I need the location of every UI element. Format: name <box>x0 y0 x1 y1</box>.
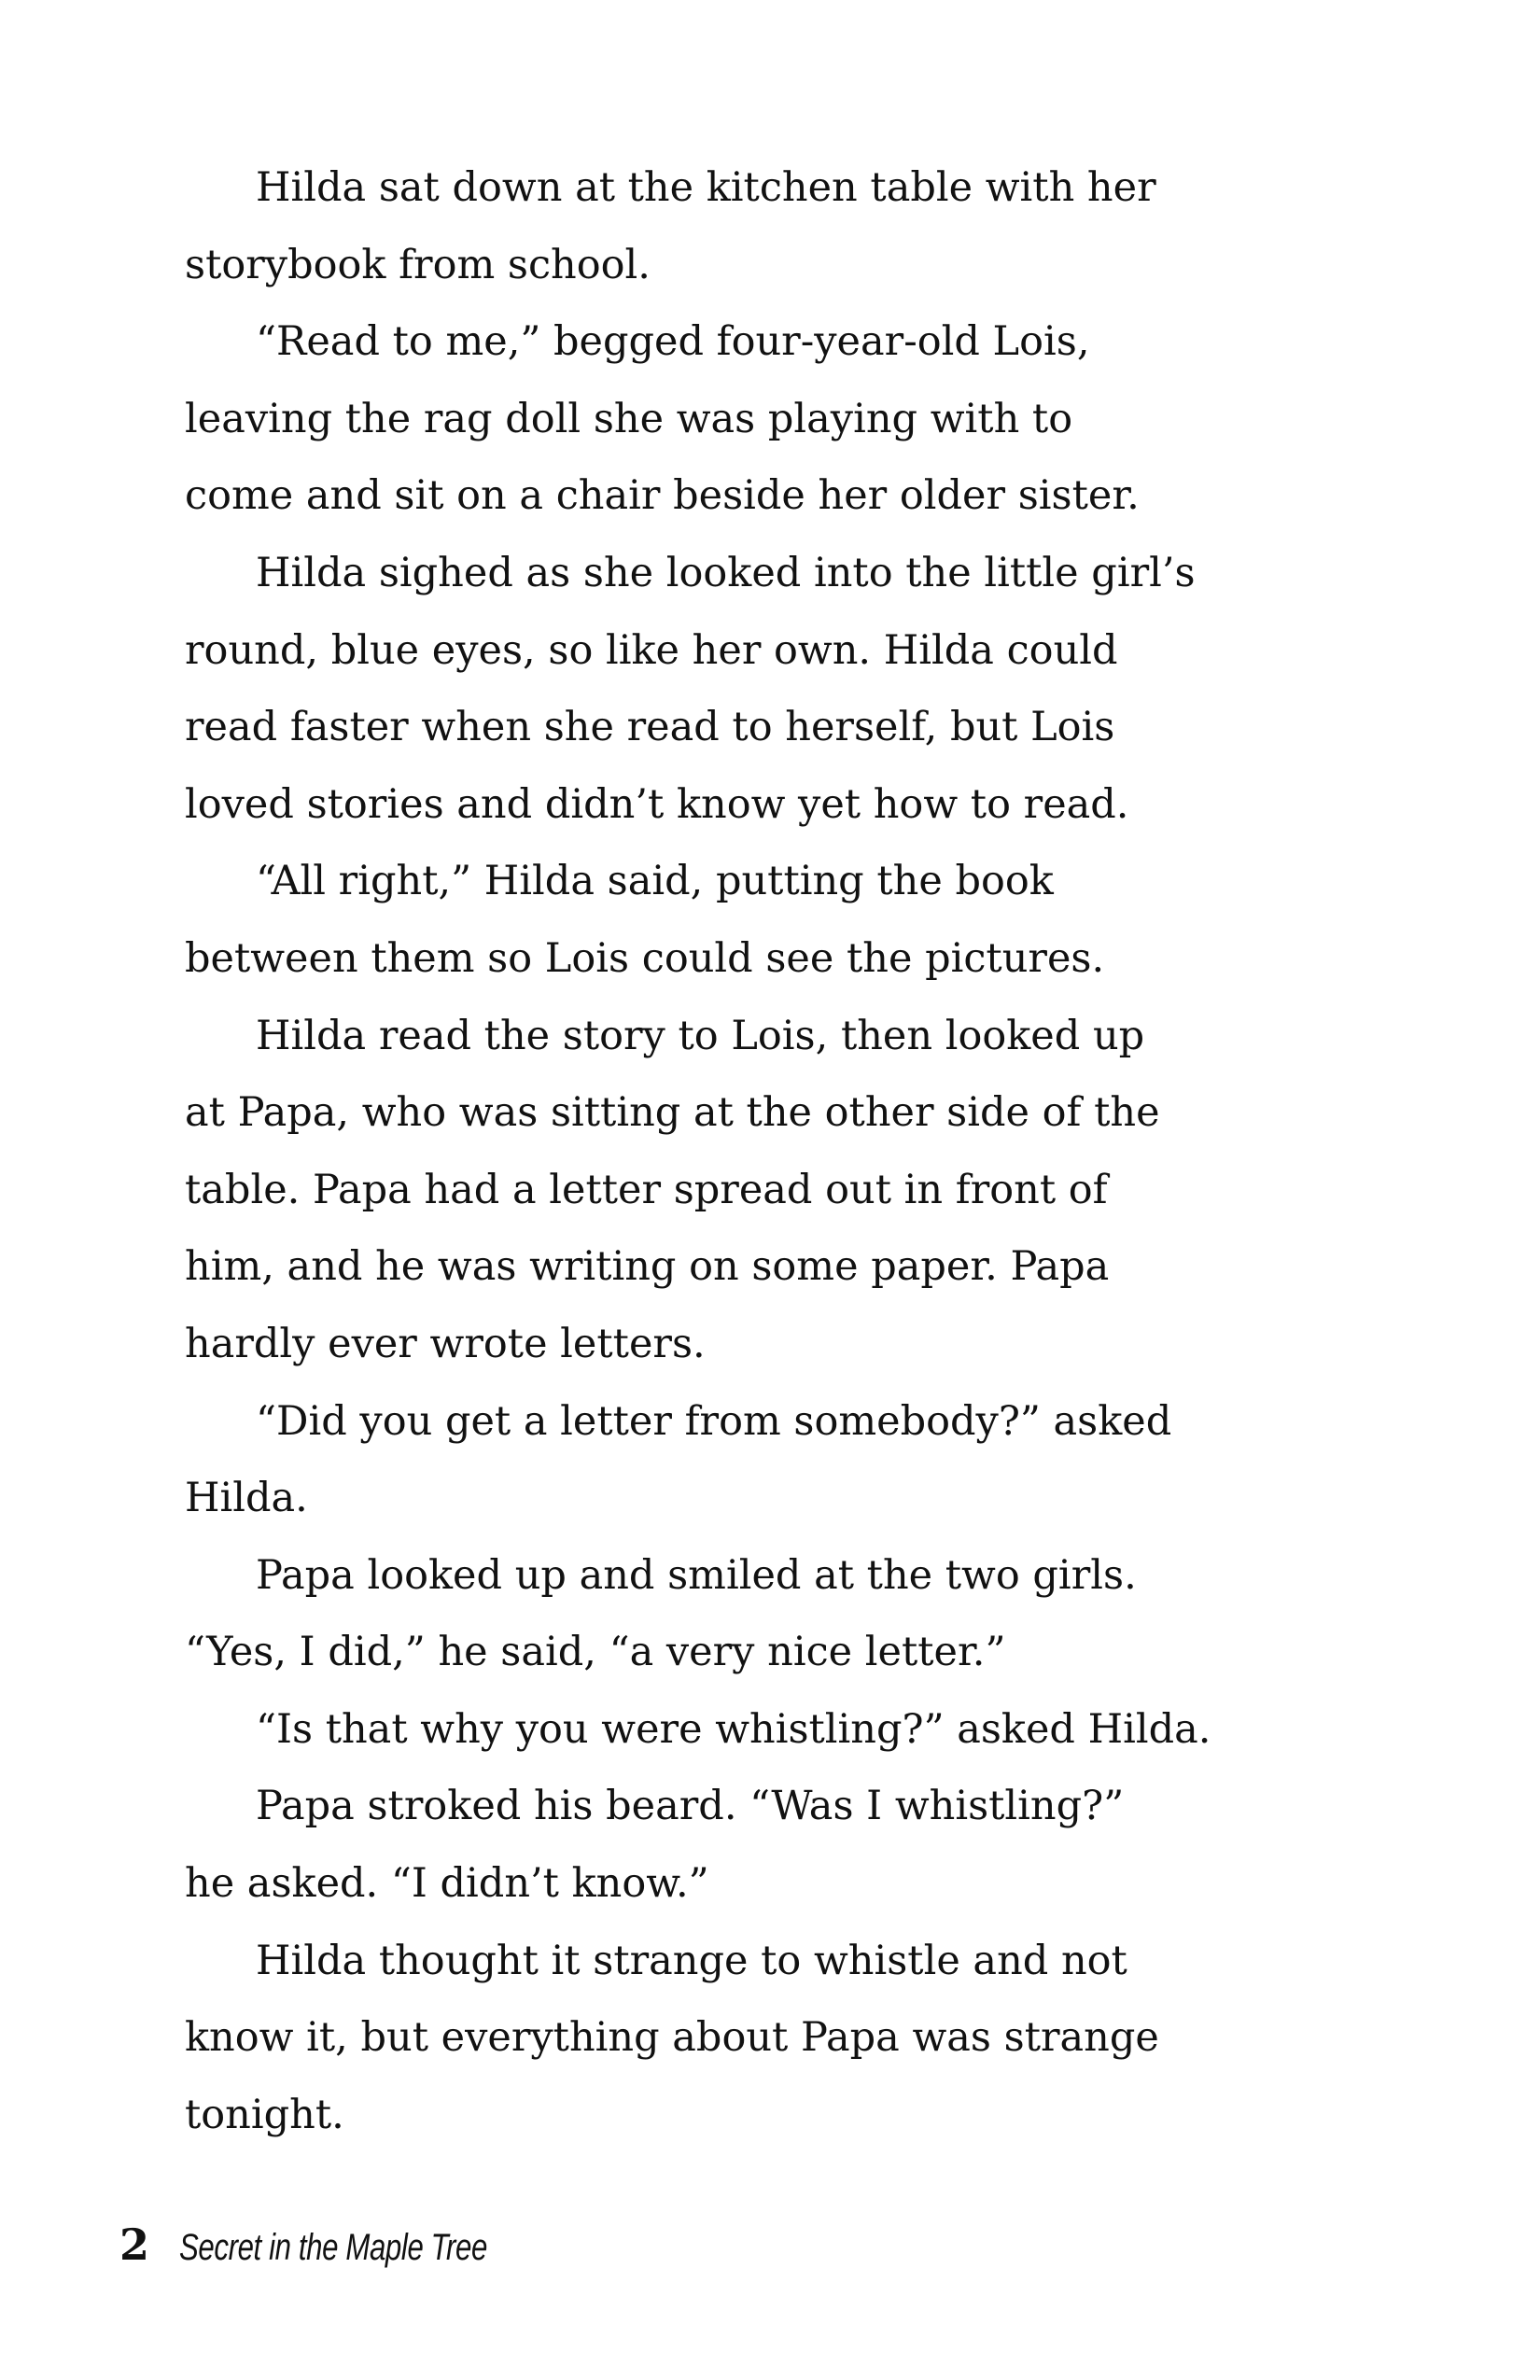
text-line: “All right,” Hilda said, putting the book <box>256 858 1054 905</box>
text-line: Hilda. <box>185 1475 308 1522</box>
text-line: know it, but everything about Papa was strange <box>185 2014 1159 2062</box>
page-footer <box>119 2219 574 2275</box>
text-line: tonight. <box>185 2091 344 2138</box>
text-line: “Is that why you were whistling?” asked Hilda. <box>256 1705 1211 1753</box>
text-line: storybook from school. <box>185 241 651 288</box>
paragraph <box>185 1768 1361 1922</box>
text-line: Hilda sighed as she looked into the little girl’s <box>256 549 1196 596</box>
paragraph <box>185 149 1361 303</box>
text-line: Hilda read the story to Lois, then looked up <box>256 1012 1145 1059</box>
paragraph <box>185 998 1361 1383</box>
paragraph <box>185 303 1361 535</box>
paragraph <box>185 1537 1361 1691</box>
text-line: “Yes, I did,” he said, “a very nice letter.” <box>185 1629 1006 1676</box>
text-line: table. Papa had a letter spread out in front of <box>185 1166 1108 1213</box>
text-line: “Did you get a letter from somebody?” asked <box>256 1397 1172 1445</box>
text-line: between them so Lois could see the pictures. <box>185 934 1105 982</box>
text-line: he asked. “I didn’t know.” <box>185 1860 709 1908</box>
paragraph <box>185 1923 1361 2154</box>
page-number: 2 <box>119 2219 150 2270</box>
book-title: Secret in the Maple Tree <box>179 2227 487 2268</box>
paragraph <box>185 843 1361 997</box>
text-line: Hilda thought it strange to whistle and not <box>256 1937 1127 1984</box>
text-line: read faster when she read to herself, but Lois <box>185 704 1115 751</box>
text-line: loved stories and didn’t know yet how to read. <box>185 780 1129 828</box>
text-line: Papa looked up and smiled at the two girls. <box>256 1551 1137 1599</box>
text-line: him, and he was writing on some paper. Papa <box>185 1243 1110 1291</box>
body-text <box>185 149 1361 2153</box>
paragraph <box>185 1691 1361 1769</box>
text-line: round, blue eyes, so like her own. Hilda could <box>185 626 1118 674</box>
paragraph <box>185 1383 1361 1537</box>
text-line: come and sit on a chair beside her older sister. <box>185 472 1140 520</box>
text-line: “Read to me,” begged four-year-old Lois, <box>256 318 1090 366</box>
text-line: hardly ever wrote letters. <box>185 1320 706 1367</box>
text-line: Hilda sat down at the kitchen table with her <box>256 164 1156 211</box>
text-line: at Papa, who was sitting at the other side of the <box>185 1089 1160 1137</box>
text-line: leaving the rag doll she was playing with to <box>185 395 1073 442</box>
text-line: Papa stroked his beard. “Was I whistling?” <box>256 1783 1125 1830</box>
paragraph <box>185 535 1361 843</box>
